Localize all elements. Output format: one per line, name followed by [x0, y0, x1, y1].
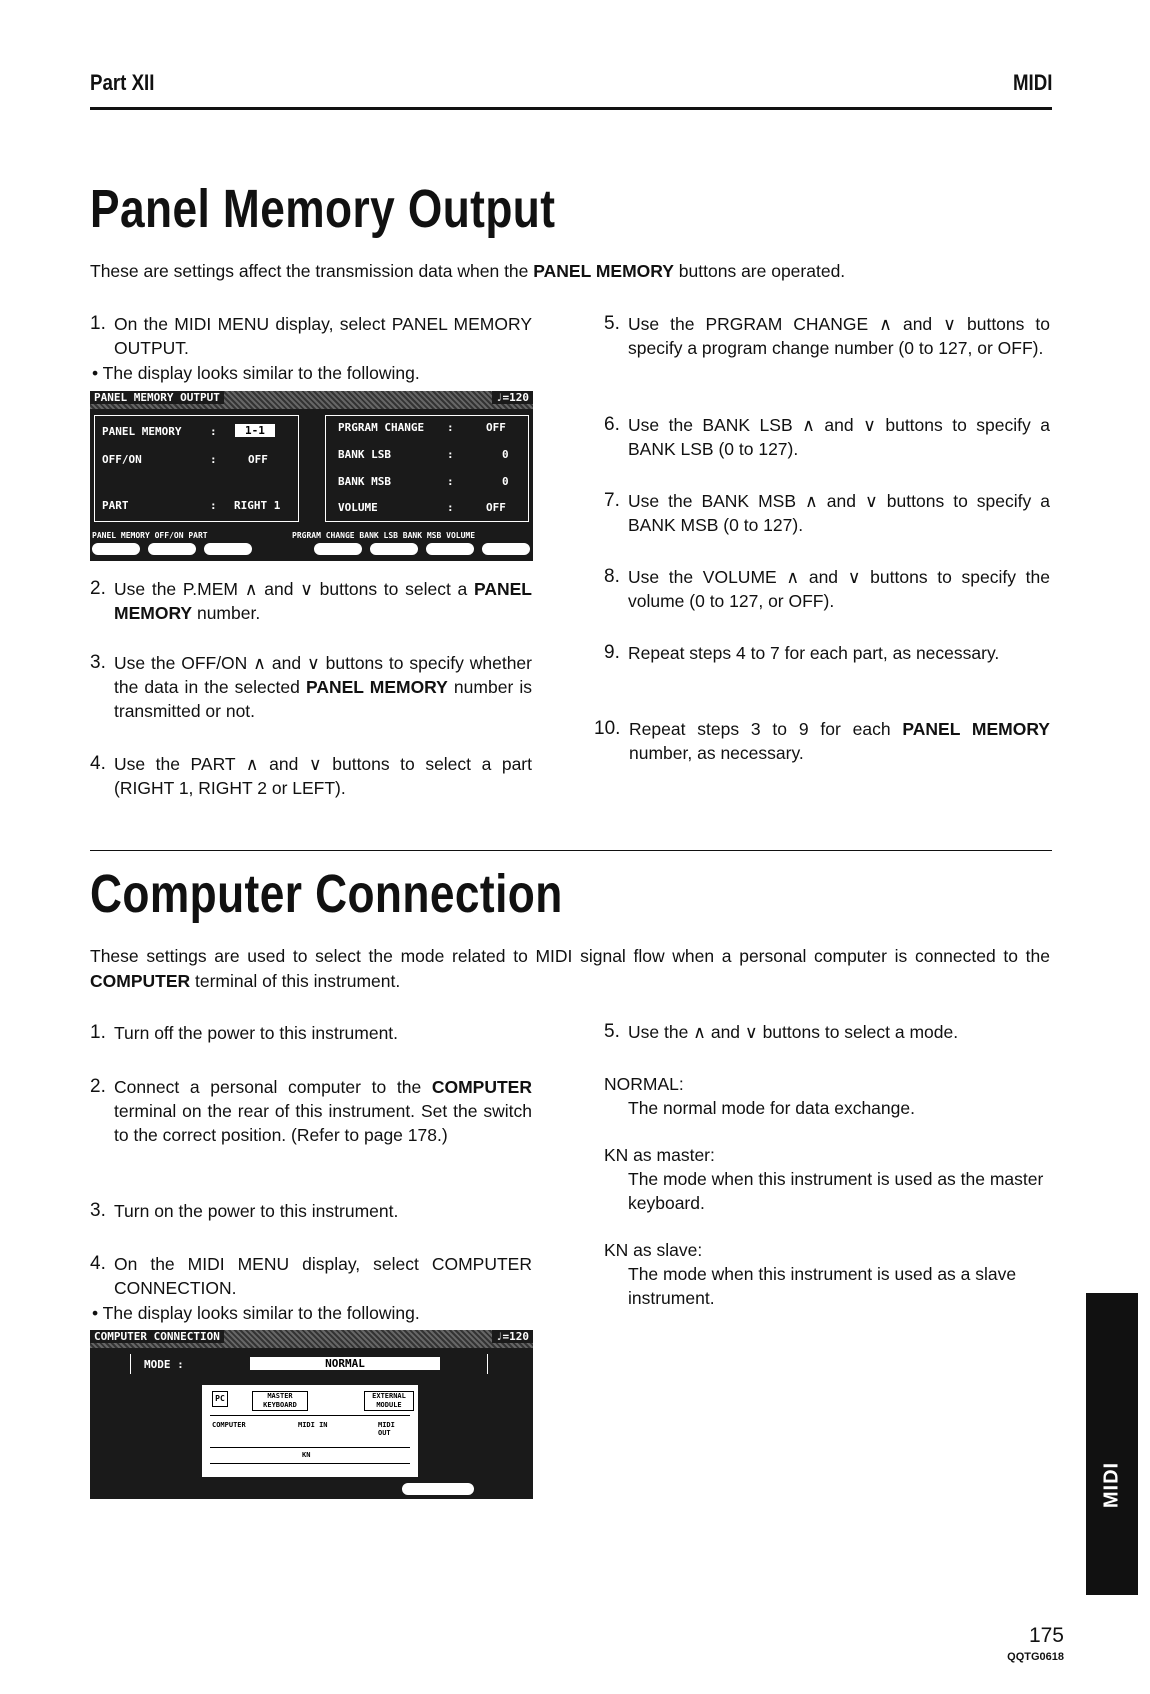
lcd1-colon: :	[210, 499, 217, 512]
lcd1-colon: :	[447, 448, 454, 461]
lcd1-footer-right: PRGRAM CHANGE BANK LSB BANK MSB VOLUME	[292, 531, 476, 540]
lcd1-colon: :	[447, 475, 454, 488]
mode-slave-desc: The mode when this instrument is used as a slave instrument.	[628, 1264, 1017, 1308]
s2-step-1: 1. Turn off the power to this instrument.	[90, 1022, 399, 1043]
s2-bullet: • The display looks similar to the following.	[92, 1303, 420, 1323]
s2-step-4: 4. On the MIDI MENU display, select COMPUTER CONNECTION.	[90, 1253, 532, 1298]
section-title-computer-connection: Computer Connection	[90, 864, 563, 924]
s2-step-3: 3. Turn on the power to this instrument.	[90, 1200, 399, 1221]
s1-step-5: 5. Use the PRGRAM CHANGE ∧ and ∨ buttons to specify a program change number (0 to 127, or OFF).	[604, 313, 1050, 358]
mode-slave-term: KN as slave:	[604, 1240, 703, 1260]
s1-step-2: 2. Use the P.MEM ∧ and ∨ buttons to select a PANEL MEMORY number.	[90, 578, 532, 623]
lcd1-colon: :	[210, 425, 217, 438]
lcd1-volume-value[interactable]: OFF	[486, 501, 506, 514]
page-number: 175	[1028, 1624, 1064, 1647]
lcd1-colon: :	[447, 421, 454, 434]
lcd1-bank-lsb-label: BANK LSB	[338, 448, 391, 461]
s1-step-10: 10. Repeat steps 3 to 9 for each PANEL MEMORY number, as necessary.	[594, 718, 1050, 763]
lcd2-mode-label: MODE :	[144, 1358, 184, 1371]
section-title-panel-memory-output: Panel Memory Output	[90, 179, 556, 239]
mode-master	[604, 1143, 1050, 1215]
lcd2-title-bar: COMPUTER CONNECTION ♩=120	[90, 1330, 533, 1348]
lcd1-button-bank-msb[interactable]	[426, 543, 474, 555]
computer-connection-display	[90, 1330, 533, 1499]
diagram-line	[210, 1447, 410, 1448]
s1-step-4: 4. Use the PART ∧ and ∨ buttons to select a part (RIGHT 1, RIGHT 2 or LEFT).	[90, 753, 532, 798]
panel-memory-output-display	[90, 391, 533, 561]
lcd1-panel-memory-value[interactable]: 1-1	[235, 424, 275, 437]
lcd1-button-part[interactable]	[204, 543, 252, 555]
computer-port-label: COMPUTER	[212, 1421, 246, 1429]
external-module-box: EXTERNAL MODULE	[364, 1391, 414, 1411]
s1-step-6: 6. Use the BANK LSB ∧ and ∨ buttons to specify a BANK LSB (0 to 127).	[604, 414, 1050, 459]
lcd1-colon: :	[447, 501, 454, 514]
mode-normal-desc: The normal mode for data exchange.	[628, 1098, 915, 1118]
lcd1-button-prgram-change[interactable]	[314, 543, 362, 555]
mode-master-desc: The mode when this instrument is used as the master keyboard.	[628, 1169, 1044, 1213]
lcd1-bank-msb-value[interactable]: 0	[502, 475, 509, 488]
mode-normal-term: NORMAL:	[604, 1074, 684, 1094]
mode-normal	[604, 1072, 1050, 1120]
mode-slave	[604, 1238, 1050, 1310]
lcd1-volume-label: VOLUME	[338, 501, 378, 514]
lcd1-part-label: PART	[102, 499, 129, 512]
s1-step-7: 7. Use the BANK MSB ∧ and ∨ buttons to specify a BANK MSB (0 to 127).	[604, 490, 1050, 535]
diagram-line	[210, 1415, 410, 1416]
section2-intro: These settings are used to select the mode related to MIDI signal flow when a personal computer is connected to the COMPUTER terminal of this instrument.	[90, 946, 1050, 991]
document-code: QQTG0618	[1007, 1651, 1064, 1663]
lcd1-prgram-change-label: PRGRAM CHANGE	[338, 421, 425, 434]
lcd1-bank-msb-label: BANK MSB	[338, 475, 391, 488]
header-rule	[90, 107, 1052, 110]
lcd2-mode-value[interactable]: NORMAL	[250, 1357, 440, 1370]
lcd1-button-off-on[interactable]	[148, 543, 196, 555]
s1-step-9: 9. Repeat steps 4 to 7 for each part, as necessary.	[604, 642, 1000, 663]
side-tab-label: MIDI	[1100, 1461, 1123, 1509]
s1-step-3: 3. Use the OFF/ON ∧ and ∨ buttons to specify whether the data in the selected PANEL MEMORY number is transmitted or not.	[90, 652, 532, 721]
midi-out-port-label: MIDI OUT	[378, 1421, 395, 1437]
midi-in-port-label: MIDI IN	[298, 1421, 328, 1429]
lcd1-button-volume[interactable]	[482, 543, 530, 555]
lcd1-footer-left: PANEL MEMORY OFF/ON PART	[92, 531, 208, 540]
lcd1-button-panel-memory[interactable]	[92, 543, 140, 555]
lcd1-colon: :	[210, 453, 217, 466]
part-label: Part XII	[90, 70, 155, 95]
s1-step-8: 8. Use the VOLUME ∧ and ∨ buttons to specify the volume (0 to 127, or OFF).	[604, 566, 1050, 611]
kn-label: KN	[302, 1451, 311, 1459]
lcd1-off-on-value[interactable]: OFF	[248, 453, 268, 466]
s1-bullet: • The display looks similar to the following.	[92, 363, 420, 383]
s2-step-5: 5. Use the ∧ and ∨ buttons to select a mode.	[604, 1021, 959, 1042]
master-keyboard-box: MASTER KEYBOARD	[252, 1391, 308, 1411]
pc-icon: PC	[212, 1391, 228, 1407]
s1-step-1: 1. On the MIDI MENU display, select PANEL MEMORY OUTPUT.	[90, 313, 532, 358]
s2-step-2: 2. Connect a personal computer to the COMPUTER terminal on the rear of this instrument. Set the switch to the correct position. (Refer to page 178.)	[90, 1076, 532, 1145]
section1-intro: These are settings affect the transmission data when the PANEL MEMORY buttons are operated.	[90, 261, 846, 281]
lcd2-connection-diagram	[202, 1385, 418, 1477]
mode-master-term: KN as master:	[604, 1145, 715, 1165]
diagram-line	[210, 1463, 410, 1464]
lcd1-panel-memory-label: PANEL MEMORY	[102, 425, 182, 438]
lcd1-prgram-change-value[interactable]: OFF	[486, 421, 506, 434]
chapter-label: MIDI	[1012, 70, 1052, 95]
lcd1-bank-lsb-value[interactable]: 0	[502, 448, 509, 461]
chapter-side-tab	[1086, 1293, 1138, 1595]
section-divider	[90, 850, 1052, 851]
lcd1-part-value[interactable]: RIGHT 1	[234, 499, 281, 512]
lcd1-title-bar: PANEL MEMORY OUTPUT ♩=120	[90, 391, 533, 409]
lcd2-mode-button[interactable]	[402, 1483, 474, 1495]
lcd1-off-on-label: OFF/ON	[102, 453, 142, 466]
lcd1-button-bank-lsb[interactable]	[370, 543, 418, 555]
